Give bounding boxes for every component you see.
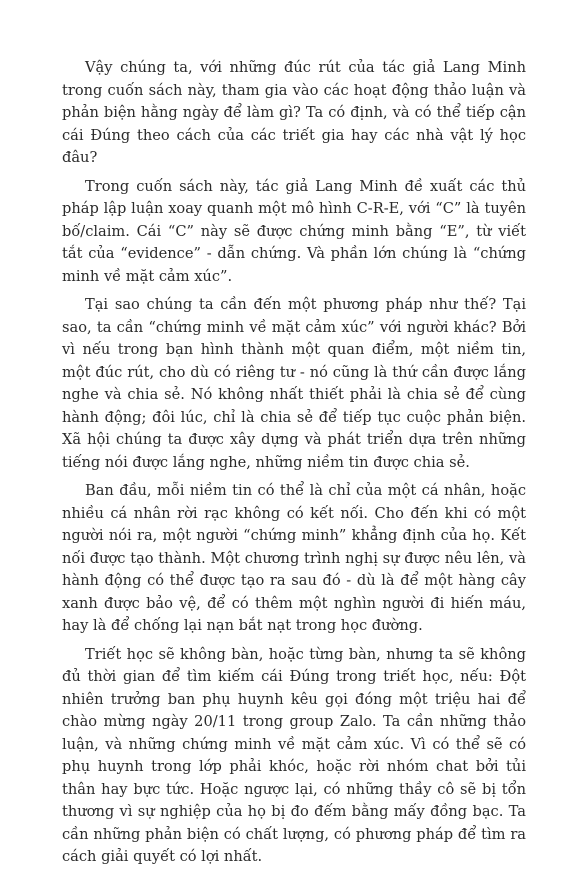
paragraph-2: Trong cuốn sách này, tác giả Lang Minh đề xuất các thủ pháp lập luận xoay quanh một mô hình C-R-E, với “C” là tuyên bố/claim. Cái “C” này sẽ được chứng minh bằng “E”, từ viết tắt của “evidence” - dẫn chứng. Và phần lớn chúng là “chứng minh về mặt cảm xúc”.	[62, 177, 526, 285]
paragraph-3: Tại sao chúng ta cần đến một phương pháp như thế? Tại sao, ta cần “chứng minh về mặt cảm xúc” với người khác? Bởi vì nếu trong bạn hình thành một quan điểm, một niềm tin, một đúc rút, cho dù có riêng tư - nó cũng là thứ cần được lắng nghe và chia sẻ. Nó không nhất thiết phải là chia sẻ để cùng hành động; đôi lúc, chỉ là chia sẻ để tiếp tục cuộc phản biện. Xã hội chúng ta được xây dựng và phát triển dựa trên những tiếng nói được lắng nghe, những niềm tin được chia sẻ.	[62, 296, 526, 471]
paragraph-4: Ban đầu, mỗi niềm tin có thể là chỉ của một cá nhân, hoặc nhiều cá nhân rời rạc không có kết nối. Cho đến khi có một người nói ra, một người “chứng minh” khẳng định của họ. Kết nối được tạo thành. Một chương trình nghị sự được nêu lên, và hành động có thể được tạo ra sau đó - dù là để một hàng cây xanh được bảo vệ, để có thêm một nghìn người đi hiến máu, hay là để chống lại nạn bắt nạt trong học đường.	[62, 482, 526, 634]
paragraph-1: Vậy chúng ta, với những đúc rút của tác giả Lang Minh trong cuốn sách này, tham gia vào các hoạt động thảo luận và phản biện hằng ngày để làm gì? Ta có định, và có thể tiếp cận cái Đúng theo cách của các triết gia hay các nhà vật lý học đâu?	[62, 59, 526, 166]
paragraph-5: Triết học sẽ không bàn, hoặc từng bàn, nhưng ta sẽ không đủ thời gian để tìm kiếm cái Đúng trong triết học, nếu: Đột nhiên trưởng ban phụ huynh kêu gọi đóng một triệu hai để chào mừng ngày 20/11 trong group Zalo. Ta cần những thảo luận, và những chứng minh về mặt cảm xúc. Vì có thể sẽ có phụ huynh trong lớp phải khóc, hoặc rời nhóm chat bởi tủi thân hay bực tức. Hoặc ngược lại, có những thầy cô sẽ bị tổn thương vì sự nghiệp của họ bị đo đếm bằng mấy đồng bạc. Ta cần những phản biện có chất lượng, có phương pháp để tìm ra cách giải quyết có lợi nhất.	[62, 645, 526, 865]
body-text	[62, 57, 526, 875]
